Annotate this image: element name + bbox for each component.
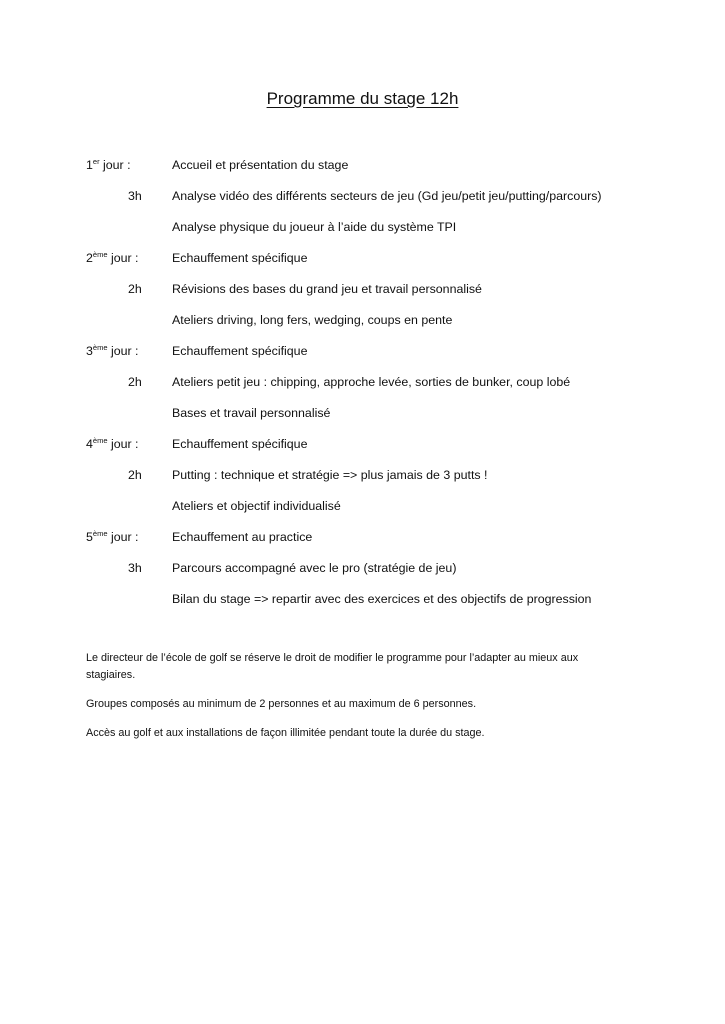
note-paragraph: Le directeur de l’école de golf se réserve le droit de modifier le programme pour l’adapter au mieux aux stagiaires. (86, 652, 579, 681)
day-suffix: jour : (107, 437, 139, 451)
day-number: 5 (86, 530, 93, 544)
schedule-row (0, 342, 725, 360)
day-suffix: jour : (107, 530, 139, 544)
note-paragraph: Groupes composés au minimum de 2 personnes et au maximum de 6 personnes. (86, 698, 477, 710)
day-label (86, 249, 139, 267)
activity-text: Echauffement spécifique (172, 437, 308, 451)
day-suffix: jour : (107, 251, 139, 265)
notes-section (86, 650, 626, 754)
activity-text: Révisions des bases du grand jeu et travail personnalisé (172, 282, 482, 296)
day-label (86, 435, 139, 453)
schedule-row (0, 528, 725, 546)
duration-label: 3h (128, 561, 142, 575)
day-suffix: jour : (107, 344, 139, 358)
activity-text: Analyse vidéo des différents secteurs de jeu (Gd jeu/petit jeu/putting/parcours) (172, 189, 602, 203)
day-label (86, 156, 131, 174)
schedule-row (0, 249, 725, 267)
duration-label: 2h (128, 375, 142, 389)
schedule-row (0, 373, 725, 391)
day-ordinal: ème (92, 436, 108, 445)
day-ordinal: ème (92, 529, 108, 538)
day-number: 1 (86, 158, 93, 172)
day-number: 4 (86, 437, 93, 451)
schedule-row (0, 404, 725, 422)
schedule-row (0, 311, 725, 329)
activity-text: Echauffement spécifique (172, 251, 308, 265)
duration-label: 3h (128, 189, 142, 203)
day-ordinal: ème (92, 250, 108, 259)
activity-text: Ateliers et objectif individualisé (172, 499, 341, 513)
page-title: Programme du stage 12h (266, 89, 459, 108)
schedule-row (0, 218, 725, 236)
schedule-row (0, 466, 725, 484)
schedule-row (0, 187, 725, 205)
day-ordinal: ème (92, 343, 108, 352)
activity-text: Accueil et présentation du stage (172, 158, 349, 172)
schedule-row (0, 590, 725, 608)
activity-text: Bilan du stage => repartir avec des exercices et des objectifs de progression (172, 592, 592, 606)
day-label (86, 528, 139, 546)
day-ordinal: er (92, 157, 100, 166)
note-paragraph: Accès au golf et aux installations de façon illimitée pendant toute la durée du stage. (86, 727, 485, 739)
activity-text: Putting : technique et stratégie => plus jamais de 3 putts ! (172, 468, 488, 482)
day-number: 3 (86, 344, 93, 358)
activity-text: Ateliers petit jeu : chipping, approche levée, sorties de bunker, coup lobé (172, 375, 571, 389)
schedule-row (0, 559, 725, 577)
duration-label: 2h (128, 468, 142, 482)
day-number: 2 (86, 251, 93, 265)
activity-text: Bases et travail personnalisé (172, 406, 331, 420)
schedule-row (0, 497, 725, 515)
schedule-row (0, 280, 725, 298)
activity-text: Parcours accompagné avec le pro (stratégie de jeu) (172, 561, 457, 575)
duration-label: 2h (128, 282, 142, 296)
activity-text: Echauffement spécifique (172, 344, 308, 358)
schedule-row (0, 435, 725, 453)
day-label (86, 342, 139, 360)
activity-text: Ateliers driving, long fers, wedging, coups en pente (172, 313, 453, 327)
day-suffix: jour : (99, 158, 131, 172)
activity-text: Echauffement au practice (172, 530, 313, 544)
schedule-row (0, 156, 725, 174)
activity-text: Analyse physique du joueur à l’aide du système TPI (172, 220, 457, 234)
